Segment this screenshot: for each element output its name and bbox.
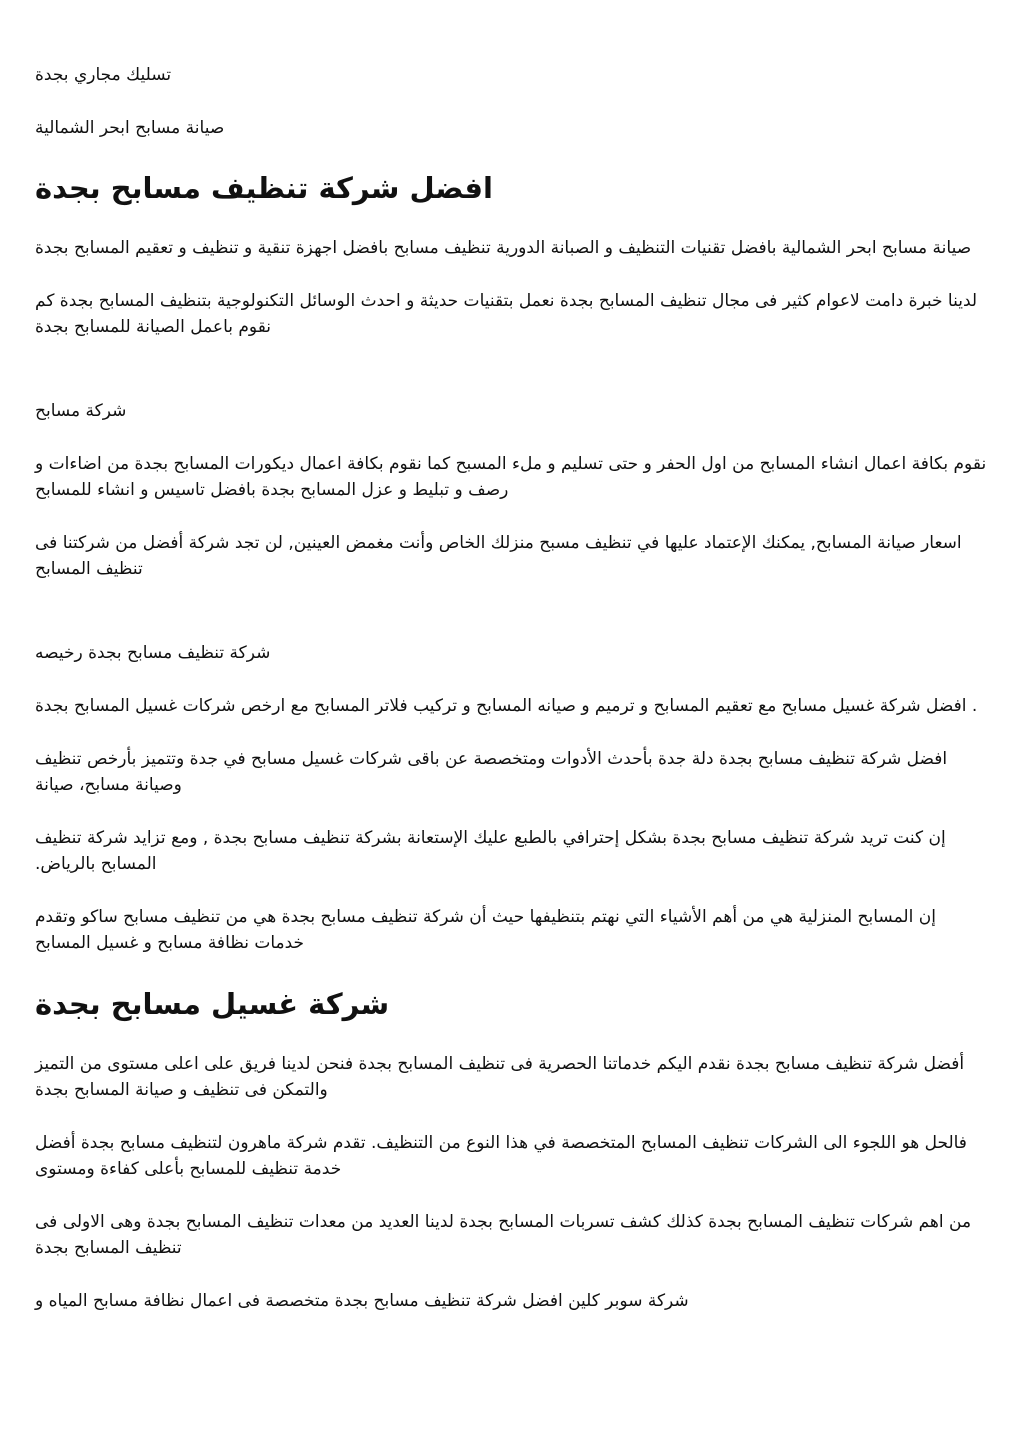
- paragraph-prices: اسعار صيانة المسابح, يمكنك الإعتماد عليها في تنظيف مسبح منزلك الخاص وأنت مغمض العينين, لن تجد شركة أفضل من شركتنا فى تنظيف المسابح: [35, 533, 962, 579]
- paragraph-professional: إن كنت تريد شركة تنظيف مسابح بجدة بشكل إحترافي بالطبع عليك الإستعانة بشركة تنظيف مسابح بجدة , ومع تزايد شركة تنظيف المسابح بالرياض.: [35, 828, 946, 874]
- paragraph-pool-maintenance-north: صيانة مسابح ابحر الشمالية: [35, 118, 225, 138]
- paragraph-washing-sterilizing: . افضل شركة غسيل مسابح مع تعقيم المسابح و ترميم و صيانه المسابح و تركيب فلاتر المسابح مع ارخص شركات غسيل المسابح بجدة: [35, 696, 978, 716]
- paragraph-latest-tools: افضل شركة تنظيف مسابح بجدة دلة جدة بأحدث الأدوات ومتخصصة عن باقى شركات غسيل مسابح في جدة وتتميز بأرخص تنظيف وصيانة مسابح، صيانة: [35, 749, 948, 795]
- paragraph-exclusive-services: أفضل شركة تنظيف مسابح بجدة نقدم اليكم خدماتنا الحصرية فى تنظيف المسابح بجدة فنحن لدينا فريق على اعلى مستوى من التميز والتمكن فى تنظيف و صيانة المسابح بجدة: [35, 1054, 965, 1100]
- paragraph-home-pools: إن المسابح المنزلية هي من أهم الأشياء التي نهتم بتنظيفها حيث أن شركة تنظيف مسابح بجدة هي من تنظيف مسابح ساكو وتقدم خدمات نظافة مسابح و غسيل المسابح: [35, 907, 936, 953]
- paragraph-drain-cleaning: تسليك مجاري بجدة: [35, 65, 172, 85]
- paragraph-construction: نقوم بكافة اعمال انشاء المسابح من اول الحفر و حتى تسليم و ملء المسبح كما نقوم بكافة اعمال ديكورات المسابح بجدة من اضاءات و رصف و تبليط و عزل المسابح بجدة بافضل تاسيس و انشاء للمسابح: [35, 454, 987, 500]
- document-body: [35, 62, 990, 1314]
- paragraph-pools-company: شركة مسابح: [35, 401, 127, 421]
- main-heading: افضل شركة تنظيف مسابح بجدة: [35, 171, 493, 205]
- paragraph-leak-detection: من اهم شركات تنظيف المسابح بجدة كذلك كشف تسربات المسابح بجدة لدينا العديد من معدات تنظيف المسابح بجدة وهى الاولى فى تنظيف المسابح بجدة: [35, 1212, 972, 1258]
- paragraph-solution: فالحل هو اللجوء الى الشركات تنظيف المسابح المتخصصة في هذا النوع من التنظيف. تقدم شركة ماهرون لتنظيف مسابح بجدة أفضل خدمة تنظيف للمسابح بأعلى كفاءة ومستوى: [35, 1133, 967, 1179]
- paragraph-super-clean: شركة سوبر كلين افضل شركة تنظيف مسابح بجدة متخصصة فى اعمال نظافة مسابح المياه و: [35, 1291, 689, 1311]
- paragraph-experience: لدينا خبرة دامت لاعوام كثير فى مجال تنظيف المسابح بجدة نعمل بتقنيات حديثة و احدث الوسائل التكنولوجية بتنظيف المسابح بجدة كم نقوم باعمل الصيانة للمسابح بجدة: [35, 291, 978, 337]
- paragraph-cheap-cleaning: شركة تنظيف مسابح بجدة رخيصه: [35, 643, 271, 663]
- second-heading: شركة غسيل مسابح بجدة: [35, 987, 390, 1021]
- paragraph-maintenance-techniques: صيانة مسابح ابحر الشمالية بافضل تقنيات التنظيف و الصبانة الدورية تنظيف مسابح بافضل اجهزة تنقية و تنظيف و تعقيم المسابح بجدة: [35, 238, 972, 258]
